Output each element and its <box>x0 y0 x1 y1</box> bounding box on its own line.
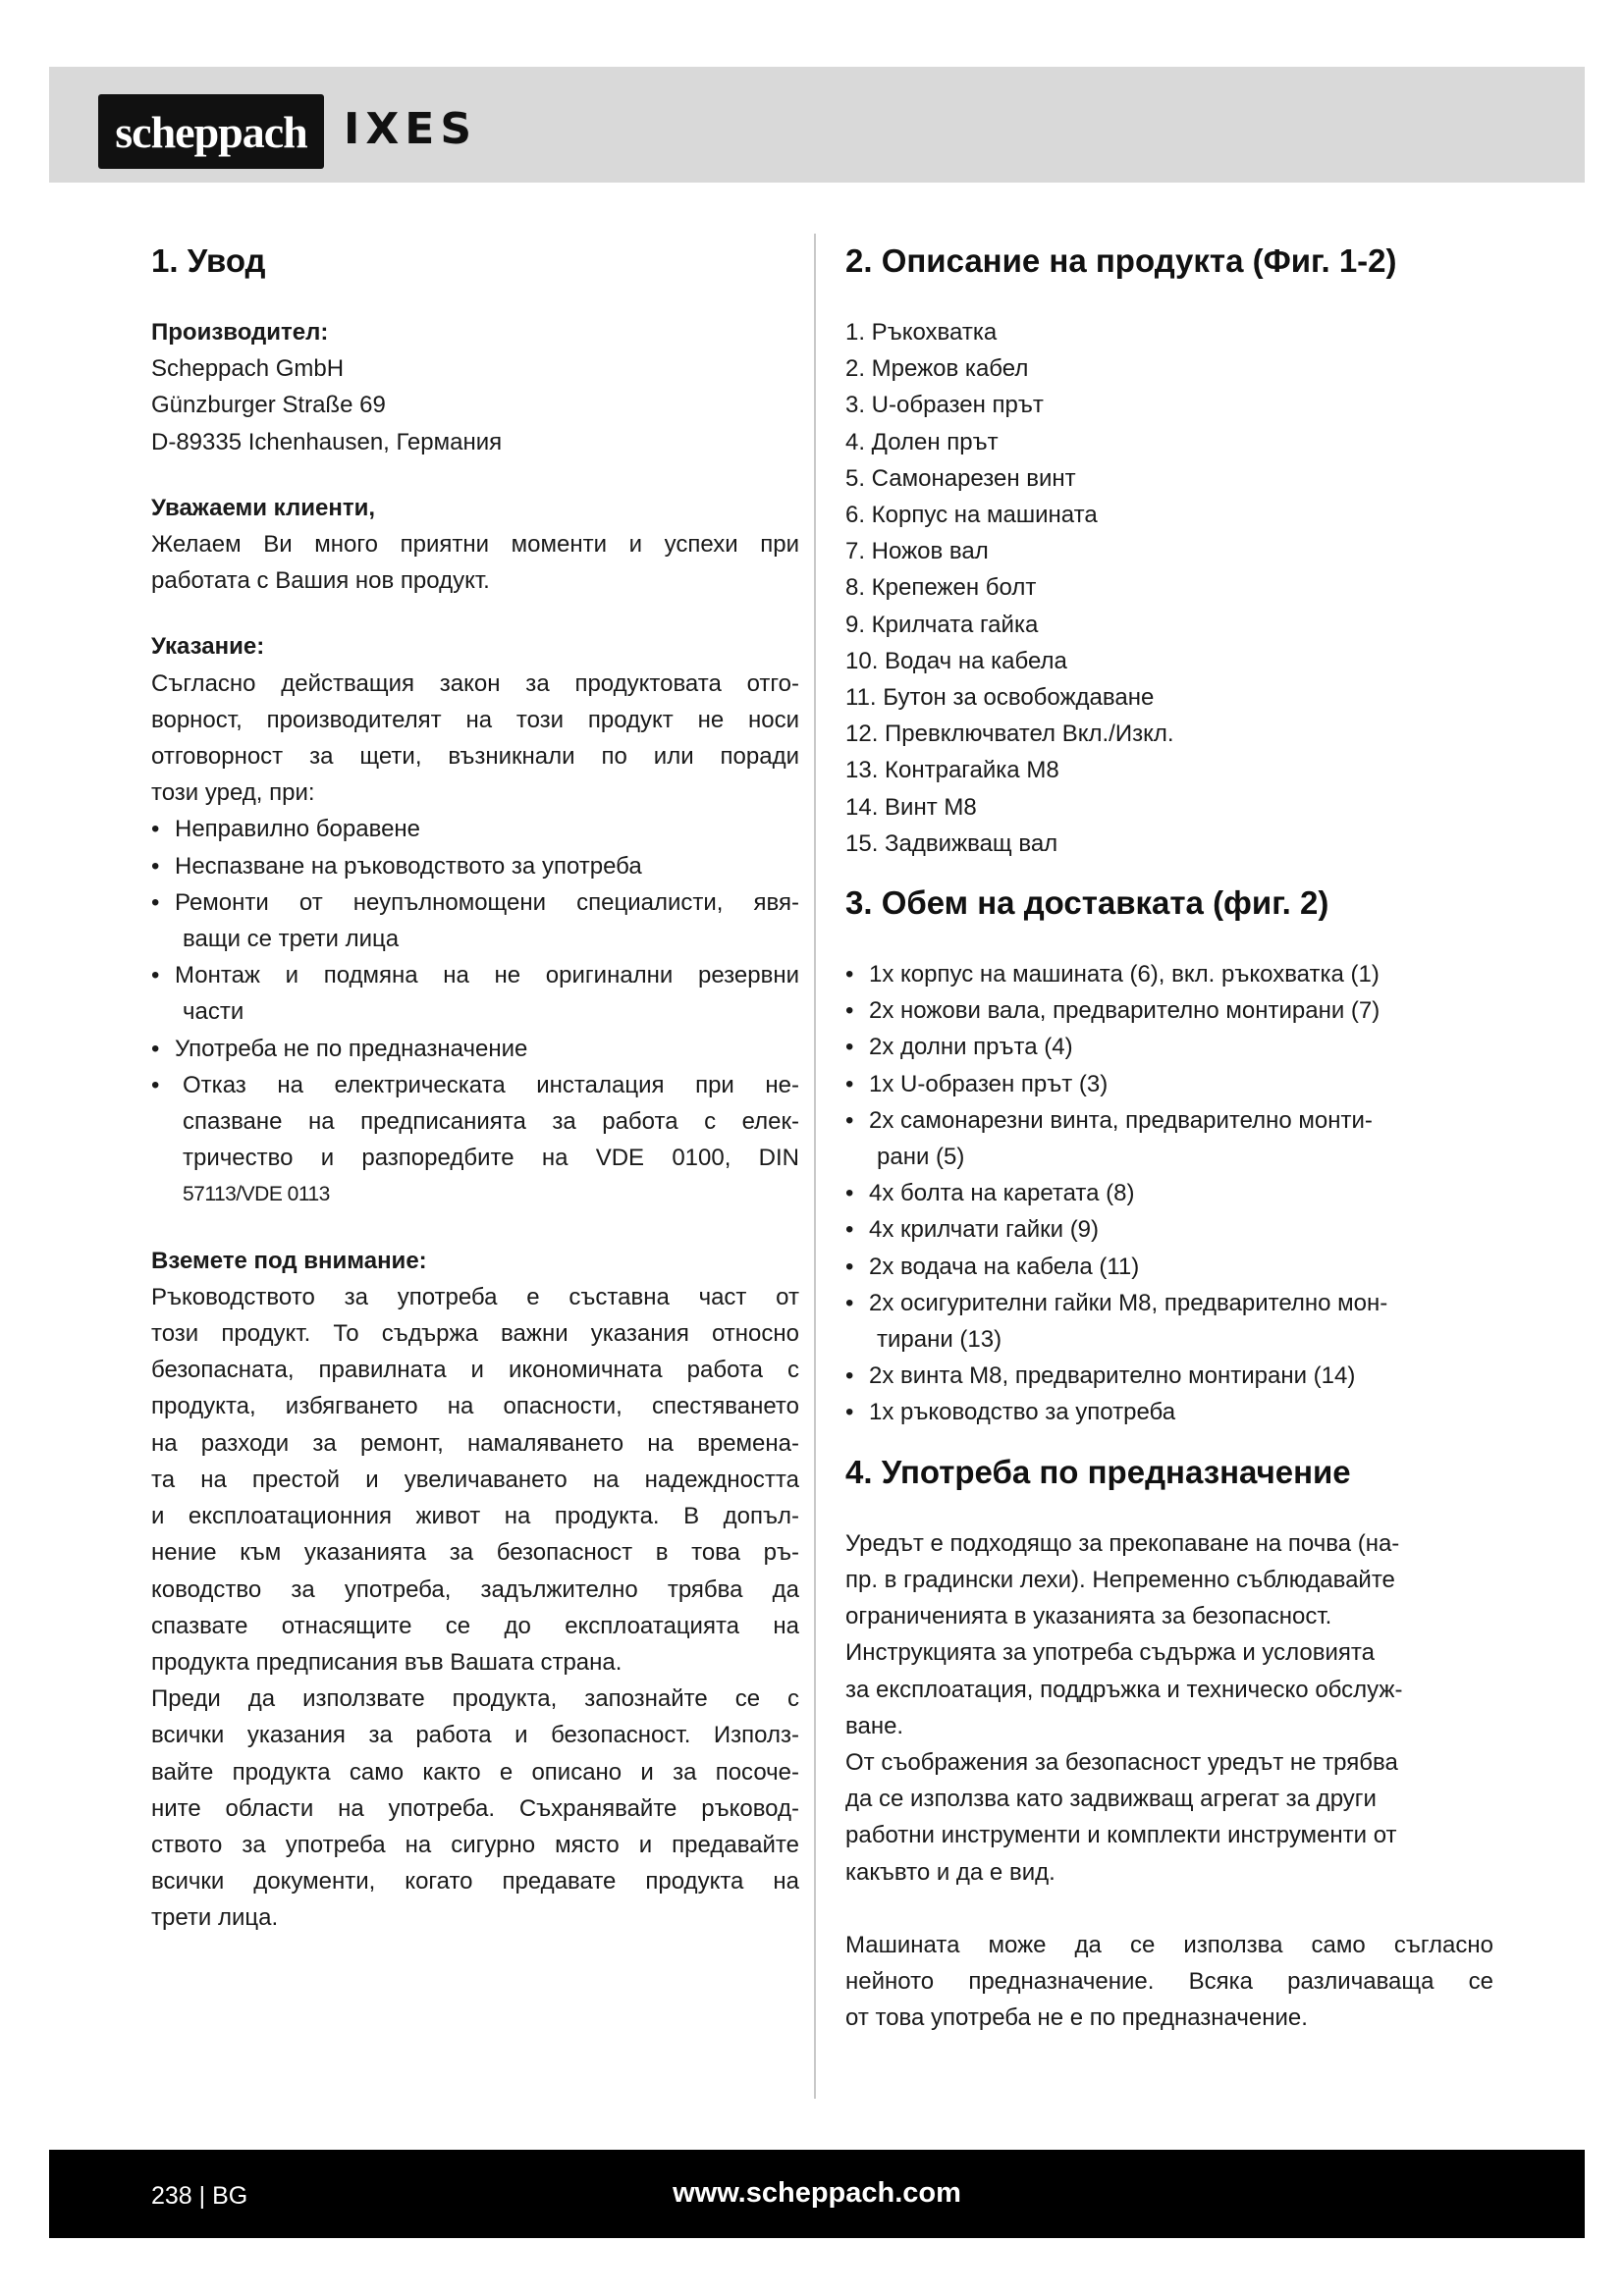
list-item: 5. Самонарезен винт <box>845 464 1076 492</box>
use-line: От съображения за безопасност уредът не трябва <box>845 1748 1398 1776</box>
list-item: 12. Превключвател Вкл./Изкл. <box>845 721 1174 748</box>
attention-line: нение към указанията за безопасност в това ръ- <box>151 1539 799 1567</box>
use-line: ване. <box>845 1712 904 1739</box>
list-item: • Ремонти от неупълномощени специалисти, явя- ващи се трети лица <box>151 884 799 957</box>
logo-text: scheppach <box>115 106 307 157</box>
list-item: 1. Ръкохватка <box>845 319 998 346</box>
attention-line: трети лица. <box>151 1904 279 1932</box>
list-item: 8. Крепежен болт <box>845 574 1037 602</box>
customers-line: Желаем Ви много приятни моменти и успехи при <box>151 531 799 559</box>
list-item: • 1x U-образен прът (3) <box>845 1066 1493 1102</box>
note-line: ворност, производителят на този продукт не носи <box>151 706 799 733</box>
list-item: 6. Корпус на машината <box>845 502 1098 529</box>
section-2-title: 2. Описание на продукта (Фиг. 1-2) <box>845 242 1397 279</box>
list-item: 2. Мрежов кабел <box>845 355 1029 383</box>
use-line: ограниченията в указанията за безопасност. <box>845 1603 1332 1630</box>
column-divider <box>814 234 816 2099</box>
list-item: 7. Ножов вал <box>845 538 989 565</box>
use-line: нейното предназначение. Всяка различаваща се <box>845 1967 1493 1995</box>
use-line: от това употреба не е по предназначение. <box>845 2004 1308 2032</box>
attention-line: всички документи, когато предавате продукта на <box>151 1868 799 1896</box>
use-line: Инструкцията за употреба съдържа и условията <box>845 1639 1375 1667</box>
list-item: • 2x ножови вала, предварително монтирани (7) <box>845 992 1493 1029</box>
attention-line: и експлоатационния живот на продукта. В допъл- <box>151 1503 799 1530</box>
manufacturer-city: D-89335 Ichenhausen, Германия <box>151 428 503 455</box>
left-column <box>151 232 799 1937</box>
attention-line: вайте продукта само както е описано и за посоче- <box>151 1758 799 1786</box>
right-column <box>845 232 1493 2036</box>
attention-line: продукта предписания във Вашата страна. <box>151 1648 623 1676</box>
list-item: • 2x долни пръта (4) <box>845 1029 1493 1065</box>
use-line: пр. в градински лехи). Непременно съблюдавайте <box>845 1566 1395 1593</box>
list-item: 13. Контрагайка M8 <box>845 757 1059 784</box>
use-line: за експлоатация, поддръжка и техническо обслуж- <box>845 1676 1403 1703</box>
attention-heading: Вземете под внимание: <box>151 1247 427 1274</box>
list-item: 9. Крилчата гайка <box>845 611 1039 638</box>
manufacturer-street: Günzburger Straße 69 <box>151 392 386 419</box>
manufacturer-name: Scheppach GmbH <box>151 355 345 383</box>
list-item: • 2x водача на кабела (11) <box>845 1249 1493 1285</box>
list-item: • Употреба не по предназначение <box>151 1031 799 1067</box>
list-item: 4. Долен прът <box>845 428 999 455</box>
website-link[interactable]: www.scheppach.com <box>673 2177 961 2209</box>
list-item: • 2x винта M8, предварително монтирани (14) <box>845 1358 1493 1394</box>
attention-line: ството за употреба на сигурно място и предавайте <box>151 1831 799 1858</box>
list-item: 10. Водач на кабела <box>845 647 1067 674</box>
list-item: • 4x крилчати гайки (9) <box>845 1211 1493 1248</box>
section-1-title: 1. Увод <box>151 242 266 279</box>
header-bar <box>49 67 1585 183</box>
list-item: 11. Бутон за освобождаване <box>845 684 1155 712</box>
customers-line: работата с Вашия нов продукт. <box>151 567 490 595</box>
use-line: Машината може да се използва само съгласно <box>845 1931 1493 1958</box>
scheppach-logo <box>98 94 324 169</box>
list-item: • Неспазване на ръководството за употреба <box>151 848 799 884</box>
manufacturer-heading: Производител: <box>151 319 329 346</box>
customers-heading: Уважаеми клиенти, <box>151 494 375 521</box>
list-item: • 2x осигурителни гайки M8, предварително мон- тирани (13) <box>845 1285 1493 1358</box>
list-item: • 4x болта на каретата (8) <box>845 1175 1493 1211</box>
note-line: Съгласно действащия закон за продуктовата отго- <box>151 669 799 697</box>
note-bullet-list <box>151 811 799 1212</box>
note-line: отговорност за щети, възникнали по или поради <box>151 743 799 771</box>
list-item: 3. U-образен прът <box>845 392 1044 419</box>
section-3-title: 3. Обем на доставката (фиг. 2) <box>845 884 1329 922</box>
delivery-list <box>845 956 1493 1431</box>
list-item: • 1x ръководство за употреба <box>845 1394 1493 1430</box>
ixes-logo: IXES <box>344 104 478 154</box>
attention-line: всички указания за работа и безопасност. Използ- <box>151 1722 799 1749</box>
list-item: • Монтаж и подмяна на не оригинални резервни части <box>151 957 799 1030</box>
attention-line: ководство за употреба, задължително трябва да <box>151 1575 799 1603</box>
attention-line: та на престой и увеличаването на надеждността <box>151 1466 799 1493</box>
section-4-title: 4. Употреба по предназначение <box>845 1453 1351 1490</box>
attention-line: Ръководството за употреба е съставна част от <box>151 1283 799 1310</box>
use-line: Уредът е подходящо за прекопаване на почва (на- <box>845 1529 1400 1557</box>
footer-bar <box>49 2150 1585 2238</box>
page-number: 238 | BG <box>151 2182 248 2210</box>
attention-line: продукта, избягването на опасности, спестяването <box>151 1393 799 1420</box>
list-item: • Отказ на електрическата инсталация при не- спазване на предписанията за работа с елек- тричество и разпоредбите на VDE 0100, DIN 57113/VDE 0113 <box>151 1067 799 1213</box>
attention-line: на разходи за ремонт, намаляването на времена- <box>151 1429 799 1457</box>
note-heading: Указание: <box>151 633 265 661</box>
use-line: какъвто и да е вид. <box>845 1858 1056 1886</box>
list-item: • Неправилно боравене <box>151 811 799 847</box>
use-line: работни инструменти и комплекти инструменти от <box>845 1822 1397 1849</box>
attention-line: безопасната, правилната и икономичната работа с <box>151 1357 799 1384</box>
attention-line: спазвате отнасящите се до експлоатацията на <box>151 1612 799 1639</box>
use-line: да се използва като задвижващ агрегат за други <box>845 1786 1377 1813</box>
list-item: • 1x корпус на машината (6), вкл. ръкохватка (1) <box>845 956 1493 992</box>
attention-line: този продукт. То съдържа важни указания относно <box>151 1320 799 1348</box>
attention-line: ните области на употреба. Съхранявайте ръковод- <box>151 1794 799 1822</box>
list-item: • 2x самонарезни винта, предварително монти- рани (5) <box>845 1102 1493 1175</box>
list-item: 14. Винт M8 <box>845 793 977 821</box>
list-item: 15. Задвижващ вал <box>845 829 1058 857</box>
parts-list <box>845 314 1493 862</box>
attention-line: Преди да използвате продукта, запознайте се с <box>151 1685 799 1713</box>
note-line: този уред, при: <box>151 779 315 807</box>
